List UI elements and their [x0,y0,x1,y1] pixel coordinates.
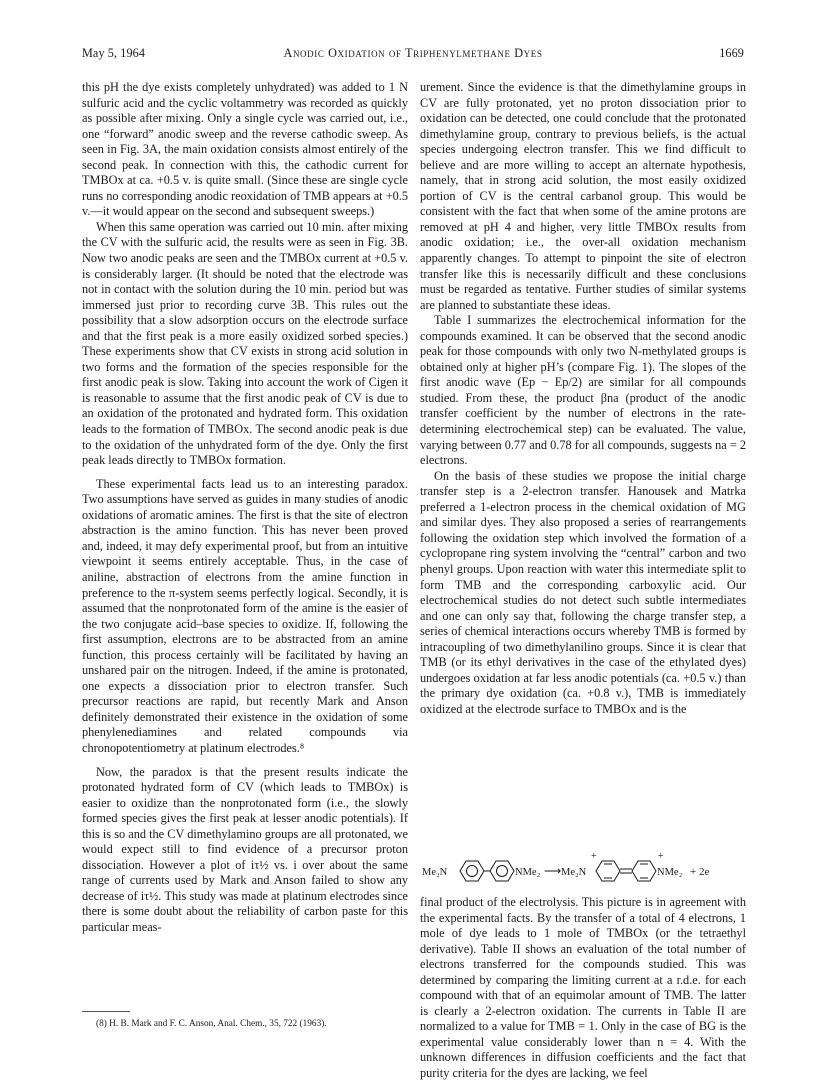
paragraph: On the basis of these studies we propose the initial charge transfer step is a 2-electron transfer. Hanousek and Matrka preferred a 1-electron process in the chemical oxidation of MG and similar dyes. They also proposed a series of rearrangements following the oxidation step which involved the formation of a cyclopropane ring system involving the “central” carbon and two phenyl groups. Upon reaction with water this intermediate split to form TMB and the corresponding carboxylic acid. Our electrochemical studies do not detect such subtle intermediates and one can only say that, following the charge transfer step, a series of chemical interactions occurs whereby TMB is formed by intracoupling of two dimethylanilino groups. Since it is clear that TMB (or its ethyl derivatives in the case of the ethylated dyes) undergoes oxidation at far less anodic potentials (ca. +0.5 v.) than the primary dye oxidation (ca. +0.8 v.), TMB is immediately oxidized at the electrode surface to TMBOx and is the [420,468,746,716]
footnote-rule [82,1011,130,1012]
eq-right-right-group: NMe₂ [657,867,683,878]
benzene-ring-icon [460,861,484,881]
benzene-ring-icon [490,861,514,881]
paragraph: These experimental facts lead us to an interesting paradox. Two assumptions have served as guides in many studies of anodic oxidations of aromatic amines. The first is that the site of electron abstraction is the amino function. This has never been proved and, indeed, it may defy experimental proof, but from an intuitive viewpoint it seems entirely acceptable. Thus, in the case of aniline, abstraction of electrons from the amine function in preference to the π-system seems perfectly logical. Secondly, it is assumed that the nonprotonated form of the amine is the easier of the two conjugate acid–base species to oxidize. If, following the first assumption, electrons are to be abstracted from an amine function, this process certainly will be facilitated by having an unshared pair on the nitrogen. Indeed, if the amine is protonated, one expects a dissociation prior to electron transfer. Such precursor reactions are rapid, but recently Mark and Anson definitely demonstrated their existence in the oxidation of some phenylenediamines and related compounds via chronopotentiometry at platinum electrodes.⁸ [82,476,408,755]
eq-electrons: + 2e [690,866,710,878]
header-title: Anodic Oxidation of Triphenylmethane Dyes [283,46,543,60]
eq-arrow: ⟶ [544,864,562,878]
eq-left-group: Me₂N [422,867,448,878]
running-header [82,46,744,62]
header-page-number: 1669 [719,46,744,60]
eq-right-left-group: Me₂N [561,867,587,878]
quinoid-ring-icon [632,861,656,881]
chemical-equation [420,847,746,887]
paragraph: final product of the electrolysis. This picture is in agreement with the experimental facts. By the transfer of a total of 4 electrons, 1 mole of dye leads to 1 mole of TMBOx (or the tetraethyl derivative). Table II shows an evaluation of the total number of electrons transferred for the compounds studied. This was determined by comparing the limiting current at a r.d.e. for each compound with that of an equimolar amount of TMB. The latter is clearly a 2-electron oxidation. The currents in Table II are normalized to a value for TMB = 1. Only in the case of BG is the experimental value considerably lower than n = 4. With the unknown differences in diffusion coefficients and the fact that purity criteria for the dyes are lacking, we feel [420,895,746,1081]
quinoid-ring-icon [596,861,620,881]
paragraph: Now, the paradox is that the present results indicate the protonated hydrated form of CV (which leads to TMBOx) is easier to oxidize than the nonprotonated form (i.e., the slowly formed species gives the first peak at lesser anodic potentials). If this is so and the CV dimethylamino groups are all protonated, we would expect still to find evidence of a precursor proton dissociation. However a plot of iτ½ vs. i over about the same range of currents used by Mark and Anson failed to show any decrease of iτ½. This study was made at platinum electrodes since there is some doubt about the reliability of carbon paste for this particular meas- [82,764,408,934]
eq-charge: + [591,851,597,862]
paragraph: this pH the dye exists completely unhydrated) was added to 1 N sulfuric acid and the cyclic voltammetry was recorded as quickly as possible after mixing. Only a single cycle was carried out, i.e., one “forward” anodic sweep and the reverse cathodic sweep. As seen in Fig. 3A, the main oxidation consists almost entirely of the second peak. In connection with this, the cathodic current for TMBOx at ca. +0.5 v. is quite small. (Since these are single cycle runs no corresponding anodic reoxidation of TMB appears at +0.5 v.—it would appear on the second and subsequent sweeps.) [82,80,408,219]
paragraph: When this same operation was carried out 10 min. after mixing the CV with the sulfuric acid, the results were as seen in Fig. 3B. Now two anodic peaks are seen and the TMBOx current at +0.5 v. is considerably larger. (It should be noted that the electrode was not in contact with the solution during the 10 min. period but was immersed just prior to recording curve 3B. This rules out the possibility that a slow adsorption occurs on the electrode surface and that the first peak is a more easily oxidized sorbed species.) These experiments show that CV exists in strong acid solution in two forms and the formation of the species responsible for the first anodic peak is slow. Taking into account the work of Cigen it is reasonable to assume that the first anodic peak of CV is due to an oxidation of the protonated and hydrated form. This oxidation leads to the formation of TMBOx. The second anodic peak is due to the oxidation of the unhydrated form of the dye. Only the first peak leads directly to TMBOx formation. [82,219,408,468]
right-column [420,80,746,717]
footnote: (8) H. B. Mark and F. C. Anson, Anal. Chem., 35, 722 (1963). [96,1019,327,1029]
right-column-continued [420,895,746,1082]
eq-mid-group: NMe₂ [515,867,541,878]
paragraph: Table I summarizes the electrochemical information for the compounds examined. It can be observed that the second anodic peak for those compounds with only two N-methylated groups is obtained only at higher pH’s (compare Fig. 1). The slopes of the first anodic wave (Ep − Ep/2) are similar for all compounds studied. From these, the product βna (product of the anodic transfer coefficient by the number of electrons in the rate-determining electrochemical step) can be evaluated. The value, varying between 0.77 and 0.78 for all compounds, suggests na = 2 electrons. [420,313,746,468]
header-date: May 5, 1964 [82,46,146,60]
paragraph: urement. Since the evidence is that the dimethylamine groups in CV are fully protonated, yet no proton dissociation prior to oxidation can be detected, one could conclude that the protonated dimethylamine group, contrary to previous beliefs, is the actual species undergoing electron transfer. This we find difficult to believe and are more willing to accept an alternate hypothesis, namely, that in strong acid solution, the most easily oxidized portion of CV is the central carbanol group. This would be consistent with the fact that when some of the amine protons are removed at pH 4 and higher, very little TMBOx results from anodic oxidation; i.e., the over-all oxidation mechanism apparently changes. To attempt to pinpoint the site of electron transfer like this is necessarily difficult and these conclusions must be regarded as tentative. Further studies of similar systems are planned to substantiate these ideas. [420,80,746,312]
eq-charge: + [658,851,664,862]
left-column [82,80,408,936]
